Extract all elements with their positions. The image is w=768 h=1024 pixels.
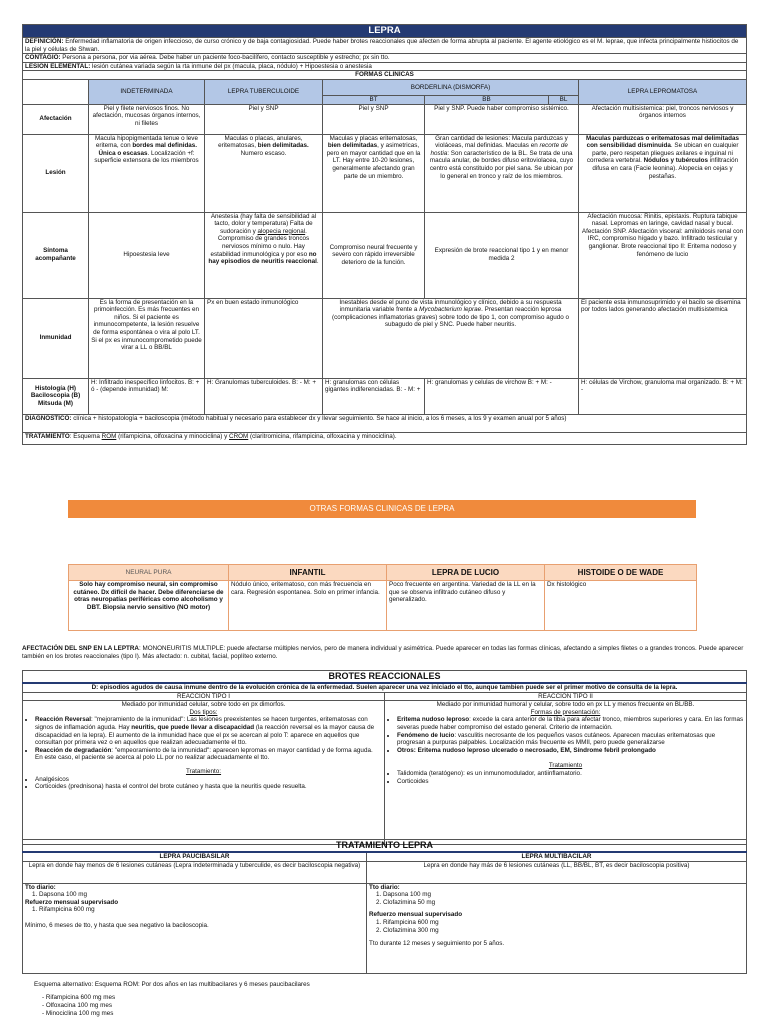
histologia-indeterminada: H: Infiltrado inespecífico linfocitos. B: + ó - (depende inmunidad) M: <box>89 378 205 414</box>
lesion-lepromatosa <box>579 134 747 212</box>
esquema-item: - Rifampicina 600 mg mes <box>42 994 734 1002</box>
lesion-lep-bold-1: Maculas parduzcas o eritematosas mal delimitadas con sensibilidad disminuida <box>586 134 739 150</box>
multi-refuerzo-item: 2. Clofazimina 300 mg <box>383 927 744 935</box>
lesion-indeterminada <box>89 134 205 212</box>
sintoma-bt: Compromiso neural frecuente y severo con rápido irreversible deterioro de la función. <box>323 212 425 298</box>
multi-tto-diario: Tto diario: <box>369 883 400 891</box>
multi-refuerzo-item: 1. Rifampicina 600 mg <box>383 919 744 927</box>
lesion-tuberculoide <box>205 134 323 212</box>
multi-diario-item: 2. Clofazimina 50 mg <box>383 899 744 907</box>
brotes-subtitle: D: episodios agudos de causa inmune dentro de la evolución crónica de la enfermedad. Suelen aparecer una vez iniciado el tto, aunque tambien puede ser el primer motivo de consulta de la lepra. <box>23 683 747 692</box>
lepra-table <box>22 24 747 445</box>
pauci-minimo: Mínimo, 6 meses de tto, y hasta que sea negativo la baciloscopia. <box>25 921 209 929</box>
esquema-alternativo-text: Esquema alternativo: Esquema ROM: Por dos años en las multibacilares y 6 meses paucibacilares <box>34 981 310 988</box>
histologia-lepromatosa: H: células de Virchow, granuloma mal organizado. B: + M: - <box>579 378 747 414</box>
afectacion-bb-bl: Piel y SNP. Puede haber compromiso sistémico. <box>425 104 579 134</box>
otras-infantil-text: Nódulo único, eritematoso, con más frecuencia en cara. Regresión espontanea. Solo en primer infancia. <box>229 581 387 631</box>
tratamiento-crom: CROM <box>229 432 249 440</box>
tratamiento-table <box>22 839 747 974</box>
t1-reversal-bold: neuritis, que puede llevar a discapacidad <box>131 723 255 731</box>
lesion-row <box>23 62 747 71</box>
sintoma-bb-bl: Expresión de brote reaccional tipo 1 y en menor medida 2 <box>425 212 579 298</box>
inmunidad-lepromatosa: El paciente esta inmunosuprimido y el bacilo se disemina por todos lados generando afectación multisistemica <box>579 298 747 378</box>
t1-dos-tipos: Dos tipos: <box>189 708 218 716</box>
t2-otros-item <box>397 747 744 755</box>
t1-mediado: Mediado por inmunidad celular, sobre todo en px dimorfos. <box>121 701 286 709</box>
multi-diario-item: 1. Dapsona 100 mg <box>383 891 744 899</box>
esquema-item: - Minociclina 100 mg mes <box>42 1010 734 1018</box>
t1-degradacion-label: Reacción de degradación <box>35 746 112 754</box>
inmunidad-bd-text-1: Inestables desde el puno de vista inmunológico y clínico, debido a su respuesta inmunitaria variable frente a <box>339 298 562 314</box>
multibacilar-head: LEPRA MULTIBACILAR <box>367 852 747 861</box>
afectacion-indeterminada: Piel y filete nerviosos finos. No afectación, mucosas órganos internos, ni filetes <box>89 104 205 134</box>
otras-formas-title: OTRAS FORMAS CLINICAS DE LEPRA <box>68 500 696 518</box>
t1-degradacion-item <box>35 747 382 762</box>
col-indeterminada: INDETERMINADA <box>89 79 205 104</box>
otras-histoide-text: Dx histológico <box>545 581 697 631</box>
t1-degradacion-text: : "empeoramiento de la inmunidad": aparecen lepromas en mayor cantidad y de forma aguda. En este caso, el paciente se acerca al polo LL por no realizar adecuadamente el tto. <box>35 746 373 762</box>
contagio-label: CONTAGIO: <box>25 54 61 62</box>
otras-head-lucio: LEPRA DE LUCIO <box>387 565 545 581</box>
lesion-bt-text-1: Maculas y placas eritematosas, <box>329 134 418 142</box>
lesion-ind-text-1: Macula hipopigmentada tenue o leve eritema, con <box>95 134 198 150</box>
sintoma-lepromatosa: Afectación mucosa: Rinitis, epistaxis. Ruptura tabique nasal. Lepromas en laringe, cavidad nasal y bucal. Afectación SNP. Afectación visceral: amiloidosis renal con IRC, compromiso hígado y bazo. Infiltrado testicular y ganglionar. Brote reaccional tipo II: Eritema nodoso y fenómeno de lucio <box>579 212 747 298</box>
t2-otros-text: Eritema nudoso leproso ulcerado o necrosado, EM, Síndrome febril prolongado <box>417 746 656 754</box>
paucibasilar-desc: Lepra en donde hay menos de 6 lesiones cutáneas (Lepra indeterminada y tuberculide, es decir baciloscopia negativa) <box>23 861 367 883</box>
definicion-text: Enfermedad inflamatoria de origen infeccioso, de curso crónico y de baja contagiosidad. Puede haber brotes reaccionales que afecten de forma abrupta al paciente. El agente etiológico es el M. leprae, que infecta principalmente histiocitos de la piel y células de Shwan. <box>25 38 739 53</box>
multibacilar-desc: Lepra en donde hay más de 6 lesiones cutáneas (LL, BB/BL, BT, es decir baciloscopia positiva) <box>367 861 747 883</box>
snp-text: : MONONEURITIS MULTIPLE: puede afectarse múltiples nervios, pero de manera individual y asimétrica. Puede aparecer en todas las formas clínicas, afectando a simples filetes o a grandes troncos. Puede aparecer también en los brotes reaccionales (tipo I). Más afectado: n. cubital, facial, poplíteo externo. <box>22 645 744 660</box>
t2-otros-label: Otros: <box>397 746 418 754</box>
t2-formas-list <box>387 716 744 754</box>
reaccion-tipo-1-head: REACCION TIPO I <box>23 692 385 701</box>
tratamiento-text-1: : Esquema <box>69 432 102 440</box>
pauci-diario-list <box>25 891 364 899</box>
col-bl: BL <box>549 95 579 104</box>
histologia-tuberculoide: H: Granulomas tuberculoides. B: - M: + <box>205 378 323 414</box>
multi-refuerzo: Refuerzo mensual supervisado <box>369 911 463 919</box>
t2-tratamiento-item: • Corticoides <box>397 778 744 786</box>
otras-neural-text: Solo hay compromiso neural, sin compromiso cutáneo. Dx difícil de hacer. Debe diferenciarse de otras neuropatías periféricas como alcoholismo y DBT. Biopsia nervio sensitivo (NO motor) <box>69 581 229 631</box>
definicion-row <box>23 38 747 54</box>
tratamiento-label: TRATAMIENTO <box>25 432 70 440</box>
pauci-refuerzo: Refuerzo mensual supervisado <box>25 898 119 906</box>
diagnostico-label: DIAGNOSTICO: <box>25 414 72 422</box>
lesion-ind-text-2: . Localización +f: superficie extensora de los miembros <box>94 149 199 165</box>
diagnostico-row <box>23 414 747 432</box>
row-lesion-label: Lesión <box>23 134 89 212</box>
t2-mediado: Mediado por inmunidad humoral y celular, sobre todo en px LL y menos frecuente en BL/BB. <box>436 701 695 709</box>
t1-reversal-text-2: (la reacción reversal es la mayor causa de discapacidad en la lepra). El aumento de la inmunidad hace que el px se acercan al polo T: aparece en aquellos que consultan por primera vez o en aquellos que realizan adecuadamente el tto. <box>35 723 375 747</box>
inmunidad-indeterminada: Es la forma de presentación en la primoinfección. Es más frecuentes en niños. Si el paciente es inmunocompetente, la lesión resuelve de forma espontánea o vira al polo LT. Si el px es inmunocomprometido puede virar a LL o BB/BL <box>89 298 205 378</box>
afectacion-lepromatosa: Afectación multisistemica: piel, troncos nerviosos y órganos internos <box>579 104 747 134</box>
otras-formas-table <box>68 564 697 631</box>
histologia-bb-bl: H: granulomas y celulas de virchow B: + M: - <box>425 378 579 414</box>
inmunidad-bd-italic: Mycobacterium leprae <box>419 306 482 314</box>
inmunidad-tuberculoide: Px en buen estado inmunológico <box>205 298 323 378</box>
col-borderlina: BORDERLINA (DISMORFA) <box>323 79 579 95</box>
afectacion-tuberculoide: Piel y SNP <box>205 104 323 134</box>
multi-refuerzo-list <box>369 919 744 934</box>
otras-head-histoide: HISTOIDE O DE WADE <box>545 565 697 581</box>
lesion-bt-bold: bien delimitadas <box>327 142 378 150</box>
sintoma-tub-text-2: . Compromiso de grandes troncos nerviosos mínimo o nulo. Hay estabilidad inmunológica y por eso <box>210 227 310 258</box>
t1-tratamiento-item: • Analgésicos <box>35 776 382 784</box>
t2-tratamiento-list <box>387 770 744 785</box>
tratamiento-row <box>23 432 747 444</box>
col-lepromatosa: LEPRA LEPROMATOSA <box>579 79 747 104</box>
lesion-bb-bl <box>425 134 579 212</box>
row-inmunidad-label: Inmunidad <box>23 298 89 378</box>
brotes-title: BROTES REACCIONALES <box>23 671 747 684</box>
t1-reversal-item <box>35 716 382 746</box>
inmunidad-bd-text-2: . Presentan reacción leprosa (complicaciones inflamatorias graves) sobre todo de tipo 1, con compromiso agudo o subagudo de piel y SNC. Puede haber neuritis. <box>332 306 569 329</box>
lesion-bb-text-1: Gran cantidad de lesiones: Macula parduzcas y violáceas, mal definidas. Maculas en <box>435 134 568 150</box>
pauci-diario-item: 1. Dapsona 100 mg <box>39 891 364 899</box>
t2-eritema-text: : excede la cara anterior de la tibia para afectar tronco, miembros superiores y cara. En las formas severas puede haber compromiso del estado general. Criterio de internación. <box>397 716 744 731</box>
t1-tratamiento-list <box>25 776 382 791</box>
lesion-lep-text-2: infiltración difusa en cara (Facie leonina). Alopecia en cejas y pestañas. <box>592 157 739 180</box>
esquema-item: - Olfoxacina 100 mg mes <box>42 1002 734 1010</box>
paucibasilar-head: LEPRA PAUCIBASILAR <box>23 852 367 861</box>
t2-lucio-item <box>397 732 744 747</box>
tratamiento-text-3: (claritromicina, rifampicina, olfoxacina y minociclina). <box>248 432 397 440</box>
paucibasilar-body <box>23 883 367 973</box>
definicion-label: DEFINICIÓN: <box>25 38 64 45</box>
reaccion-tipo-1-body <box>23 701 385 845</box>
esquema-alternativo-list <box>34 994 734 1018</box>
lesion-tub-text-2: Numero escaso. <box>240 149 287 157</box>
tratamiento-rom: ROM <box>101 432 117 440</box>
lesion-ind-bold: bordes mal definidas. Única o escasas <box>98 142 198 157</box>
t1-reversal-label: Reacción Reversal <box>35 716 92 724</box>
t2-formas: Formas de presentación: <box>530 708 601 716</box>
lesion-lep-text-1: . Se ubican en cualquier parte, pero respetan pliegues axilares e inguinal ni corredera vertebral. <box>586 142 739 165</box>
afectacion-bt: Piel y SNP <box>323 104 425 134</box>
t2-lucio-text: : vasculitis necrosante de los pequeños vasos cutáneos. Aparecen maculas eritematosas que progresan a purpuras palpables. Localización más frecuente es MMII, pero puede generalizarse <box>397 731 716 747</box>
corner-cell <box>23 79 89 104</box>
sintoma-tub-text-1: Anestesia (hay falta de sensibilidad al tacto, dolor y temperatura) Falta de sudoración y <box>210 212 317 235</box>
sintoma-indeterminada: Hipoestesia leve <box>89 212 205 298</box>
sintoma-tuberculoide <box>205 212 323 298</box>
otras-lucio-text: Poco frecuente en argentina. Variedad de la LL en la que se observa infiltrado cutáneo difuso y generalizado. <box>387 581 545 631</box>
tratamiento-title: TRATAMIENTO LEPRA <box>23 840 747 853</box>
histologia-bt: H: granulomas con células gigantes indiferenciadas. B: - M: + <box>323 378 425 414</box>
col-bt: BT <box>323 95 425 104</box>
otras-head-neural: NEURAL PURA <box>69 565 229 581</box>
t1-tratamiento-item: • Corticoides (prednisona) hasta el control del brote cutáneo y hasta que la neuritis quede resuelta. <box>35 783 382 791</box>
otras-head-infantil: INFANTIL <box>229 565 387 581</box>
pauci-refuerzo-list <box>25 906 364 914</box>
tratamiento-text-2: (rifampicina, olfoxacina y minociclina) y <box>116 432 230 440</box>
row-histologia-label: Histología (H) Baciloscopia (B) Mitsuda (M) <box>23 378 89 414</box>
t2-lucio-label: Fenómeno de lucio <box>397 731 455 739</box>
pauci-tto-diario: Tto diario: <box>25 883 56 891</box>
snp-paragraph <box>22 645 746 661</box>
esquema-alternativo <box>34 981 734 1018</box>
sintoma-tub-underline: alopecia regional <box>257 227 306 235</box>
multi-diario-list <box>369 891 744 906</box>
reaccion-tipo-2-head: REACCION TIPO II <box>385 692 747 701</box>
lesion-label: LESION ELEMENTAL: <box>25 62 91 70</box>
contagio-text: Persona a persona, por via aérea. Debe haber un paciente foco-bacilífero, contacto susceptible y estrecho; px sin tto. <box>60 54 390 62</box>
lepra-title: LEPRA <box>23 25 747 38</box>
reaccion-tipo-2-body <box>385 701 747 845</box>
pauci-refuerzo-item: 1. Rifampicina 600 mg <box>39 906 364 914</box>
t2-tratamiento: Tratamiento <box>548 762 583 770</box>
diagnostico-text: clínica + histopatología + baciloscopia (método habitual y necesario para establecer dx y llevar seguimiento. Se hace al inicio, a los 6 meses, a los 9 y examen anual por 5 años) <box>71 414 567 422</box>
lesion-bb-italic: recorte de hostia <box>430 142 568 157</box>
formas-clinicas-heading: FORMAS CLINICAS <box>23 71 747 80</box>
inmunidad-borderlina <box>323 298 579 378</box>
lesion-tub-text-1: Maculas o placas, anulares, eritematosas, <box>218 134 303 150</box>
lesion-bt <box>323 134 425 212</box>
lesion-lep-bold-2: Nódulos y tubérculos <box>643 157 708 165</box>
t2-eritema-item <box>397 716 744 731</box>
multi-duracion: Tto durante 12 meses y seguimiento por 5 años. <box>369 940 505 948</box>
row-afectacion-label: Afectación <box>23 104 89 134</box>
col-tuberculoide: LEPRA TUBERCULOIDE <box>205 79 323 104</box>
row-sintoma-label: Síntoma acompañante <box>23 212 89 298</box>
snp-label: AFECTACIÓN DEL SNP EN LA LEPTRA <box>22 645 139 652</box>
t1-tratamiento: Tratamiento: <box>185 767 222 775</box>
col-bb: BB <box>425 95 549 104</box>
lesion-bt-text-2: , y asimetricas, pero en mayor cantidad que en la LT. Hay entre 10-20 lesiones, generalmente afectando gran parte de un miembro. <box>326 142 421 180</box>
lesion-bb-text-2: : Son característico de la BL. Se trata de una macula anular, de bordes difuso eritoviolacea, cuyo centro está constituido por piel sana. Se ubican por lo general en tronco y raíz de los miembros. <box>429 149 574 180</box>
sintoma-tub-text-3: . <box>316 258 319 266</box>
sintoma-tub-bold: no hay episodios de neuritis reaccional <box>208 250 317 266</box>
t2-tratamiento-item: • Talidomida (teratógeno): es un inmunomodulador, antiinflamatorio. <box>397 770 744 778</box>
t1-reversal-text-1: : "mejoramiento de la inmunidad": Las lesiones preexistentes se hacen turgentes, eritematosas con signos de inflamación aguda. Hay <box>35 716 368 731</box>
t1-tipos-list <box>25 716 382 762</box>
lesion-text: lesión cutánea variada según la rta inmune del px (macula, placa, nódulo) + Hipoestesia o anestesia <box>90 62 372 70</box>
t2-eritema-label: Eritema nudoso leproso <box>397 716 470 724</box>
lesion-tub-bold: bien delimitadas. <box>257 142 309 150</box>
multibacilar-body <box>367 883 747 973</box>
brotes-table <box>22 670 747 845</box>
contagio-row <box>23 54 747 63</box>
